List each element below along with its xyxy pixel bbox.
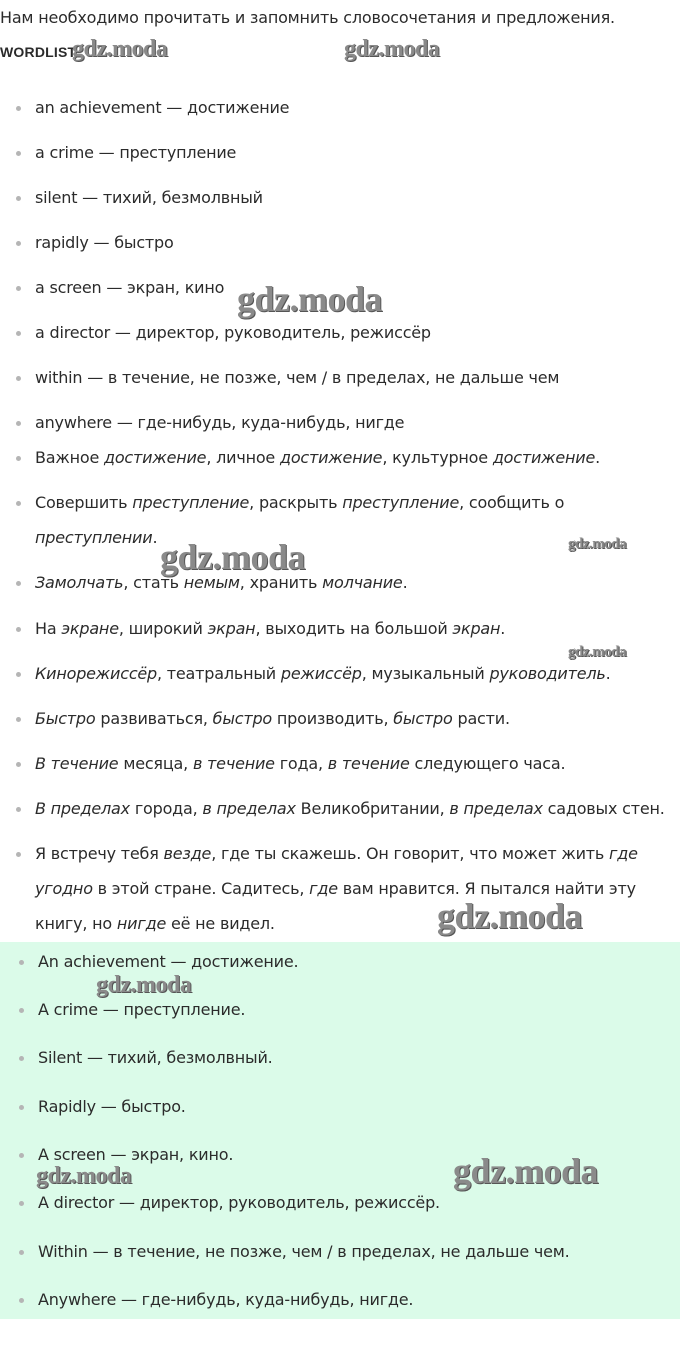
phrase-segment: следующего часа.: [409, 754, 566, 773]
watermark: gdz.moda: [344, 36, 440, 62]
emphasis: Замолчать: [35, 573, 124, 592]
phrase-segment: города,: [129, 799, 203, 818]
phrase-segment: Совершить: [35, 493, 133, 512]
answer-text: Rapidly — быстро.: [38, 1097, 186, 1116]
answer-text: A crime — преступление.: [38, 1000, 246, 1019]
phrase-segment: .: [605, 664, 611, 683]
bullet-icon: [16, 241, 21, 246]
phrase-text: [35, 440, 680, 475]
phrase-segment: , раскрыть: [249, 493, 343, 512]
answer-text: A screen — экран, кино.: [38, 1145, 234, 1164]
word-item: [0, 135, 680, 170]
word-text: anywhere — где-нибудь, куда-нибудь, нигде: [35, 413, 405, 432]
emphasis: преступлении: [35, 528, 153, 547]
emphasis: в пределах: [449, 799, 543, 818]
emphasis: в течение: [192, 754, 275, 773]
watermark: gdz.moda: [96, 972, 192, 998]
bullet-icon: [16, 501, 21, 506]
bullet-icon: [16, 106, 21, 111]
phrase-segment: в этой стране. Садитесь,: [92, 879, 310, 898]
phrase-segment: садовых стен.: [542, 799, 665, 818]
phrase-segment: года,: [274, 754, 328, 773]
emphasis: в пределах: [202, 799, 296, 818]
phrase-text: [35, 656, 680, 691]
phrase-segment: её не видел.: [166, 914, 275, 933]
phrase-segment: , сообщить о: [459, 493, 565, 512]
bullet-icon: [19, 1298, 24, 1303]
bullet-icon: [16, 286, 21, 291]
phrase-segment: Великобритании,: [295, 799, 450, 818]
emphasis: достижение: [103, 448, 207, 467]
phrase-item: [0, 440, 680, 475]
phrase-segment: , где ты скажешь. Он говорит, что может жить: [211, 844, 610, 863]
bullet-icon: [16, 581, 21, 586]
watermark: gdz.moda: [453, 1151, 599, 1191]
word-text: within — в течение, не позже, чем / в пределах, не дальше чем: [35, 368, 560, 387]
phrase-segment: месяца,: [118, 754, 193, 773]
word-item: [0, 180, 680, 215]
emphasis: экран: [452, 619, 501, 638]
watermark: gdz.moda: [568, 536, 627, 552]
emphasis: быстро: [393, 709, 453, 728]
wordlist-title: WORDLIST: [0, 44, 77, 60]
word-text: a director — директор, руководитель, режиссёр: [35, 323, 431, 342]
phrase-text: [35, 746, 680, 781]
phrase-segment: , личное: [206, 448, 280, 467]
answer-item: [0, 1089, 680, 1124]
answer-item: [0, 1282, 680, 1317]
phrase-segment: На: [35, 619, 62, 638]
bullet-icon: [16, 196, 21, 201]
answer-text: An achievement — достижение.: [38, 952, 299, 971]
bullet-icon: [19, 960, 24, 965]
answer-item: [0, 1234, 680, 1269]
bullet-icon: [16, 672, 21, 677]
emphasis: В течение: [35, 754, 119, 773]
phrase-segment: , хранить: [239, 573, 323, 592]
phrase-segment: вам нравится. Я пытался найти эту книгу, но: [35, 879, 636, 933]
phrase-item: [0, 656, 680, 691]
emphasis: достижение: [492, 448, 596, 467]
watermark: gdz.moda: [568, 644, 627, 660]
word-item: [0, 90, 680, 125]
phrase-text: [35, 701, 680, 736]
bullet-icon: [19, 1250, 24, 1255]
phrase-text: [35, 791, 680, 826]
bullet-icon: [19, 1056, 24, 1061]
emphasis: преступление: [342, 493, 460, 512]
bullet-icon: [16, 331, 21, 336]
phrase-segment: , стать: [123, 573, 184, 592]
bullet-icon: [16, 852, 21, 857]
phrase-item: [0, 701, 680, 736]
phrase-segment: .: [500, 619, 506, 638]
emphasis: преступление: [132, 493, 250, 512]
phrase-segment: Я встречу тебя: [35, 844, 164, 863]
emphasis: быстро: [212, 709, 273, 728]
word-item: [0, 360, 680, 395]
bullet-icon: [19, 1105, 24, 1110]
emphasis: экране: [61, 619, 119, 638]
emphasis: режиссёр: [280, 664, 362, 683]
phrase-segment: .: [152, 528, 158, 547]
emphasis: Кинорежиссёр: [35, 664, 158, 683]
emphasis: Быстро: [35, 709, 96, 728]
phrase-item: [0, 611, 680, 646]
bullet-icon: [16, 762, 21, 767]
emphasis: нигде: [116, 914, 167, 933]
answer-text: Within — в течение, не позже, чем / в пределах, не дальше чем.: [38, 1242, 570, 1261]
emphasis: везде: [163, 844, 212, 863]
bullet-icon: [16, 717, 21, 722]
word-item: [0, 405, 680, 440]
phrase-segment: , культурное: [382, 448, 493, 467]
word-text: an achievement — достижение: [35, 98, 290, 117]
phrase-text: [35, 565, 680, 600]
phrase-text: [35, 611, 680, 646]
phrase-segment: .: [402, 573, 408, 592]
bullet-icon: [19, 1153, 24, 1158]
bullet-icon: [16, 151, 21, 156]
word-text: a screen — экран, кино: [35, 278, 225, 297]
phrase-segment: , театральный: [157, 664, 281, 683]
answer-item: [0, 1040, 680, 1075]
emphasis: где угодно: [35, 844, 638, 898]
phrase-segment: , музыкальный: [361, 664, 490, 683]
phrase-item: [0, 746, 680, 781]
bullet-icon: [16, 456, 21, 461]
bullet-icon: [19, 1201, 24, 1206]
answer-text: A director — директор, руководитель, режиссёр.: [38, 1193, 440, 1212]
emphasis: экран: [207, 619, 256, 638]
phrase-item: [0, 565, 680, 600]
phrase-segment: , выходить на большой: [255, 619, 453, 638]
phrase-segment: производить,: [272, 709, 394, 728]
word-text: a crime — преступление: [35, 143, 237, 162]
emphasis: немым: [183, 573, 240, 592]
word-item: [0, 225, 680, 260]
phrase-segment: , широкий: [118, 619, 208, 638]
word-text: silent — тихий, безмолвный: [35, 188, 263, 207]
word-text: rapidly — быстро: [35, 233, 174, 252]
intro-text: Нам необходимо прочитать и запомнить словосочетания и предложения.: [0, 8, 615, 27]
bullet-icon: [16, 807, 21, 812]
bullet-icon: [16, 421, 21, 426]
phrase-segment: расти.: [452, 709, 510, 728]
watermark: gdz.moda: [437, 896, 583, 936]
phrase-segment: .: [595, 448, 601, 467]
word-item: [0, 315, 680, 350]
watermark: gdz.moda: [160, 537, 306, 577]
emphasis: молчание: [322, 573, 403, 592]
emphasis: где: [309, 879, 338, 898]
watermark: gdz.moda: [237, 279, 383, 319]
emphasis: руководитель: [489, 664, 606, 683]
phrase-segment: развиваться,: [95, 709, 213, 728]
bullet-icon: [19, 1008, 24, 1013]
emphasis: достижение: [279, 448, 383, 467]
emphasis: В пределах: [35, 799, 130, 818]
bullet-icon: [16, 627, 21, 632]
answer-text: Anywhere — где-нибудь, куда-нибудь, нигде.: [38, 1290, 414, 1309]
watermark: gdz.moda: [36, 1163, 132, 1189]
answer-text: Silent — тихий, безмолвный.: [38, 1048, 273, 1067]
emphasis: в течение: [327, 754, 410, 773]
phrase-segment: Важное: [35, 448, 104, 467]
bullet-icon: [16, 376, 21, 381]
watermark: gdz.moda: [72, 36, 168, 62]
phrase-item: [0, 791, 680, 826]
phrase-text: [35, 836, 680, 941]
